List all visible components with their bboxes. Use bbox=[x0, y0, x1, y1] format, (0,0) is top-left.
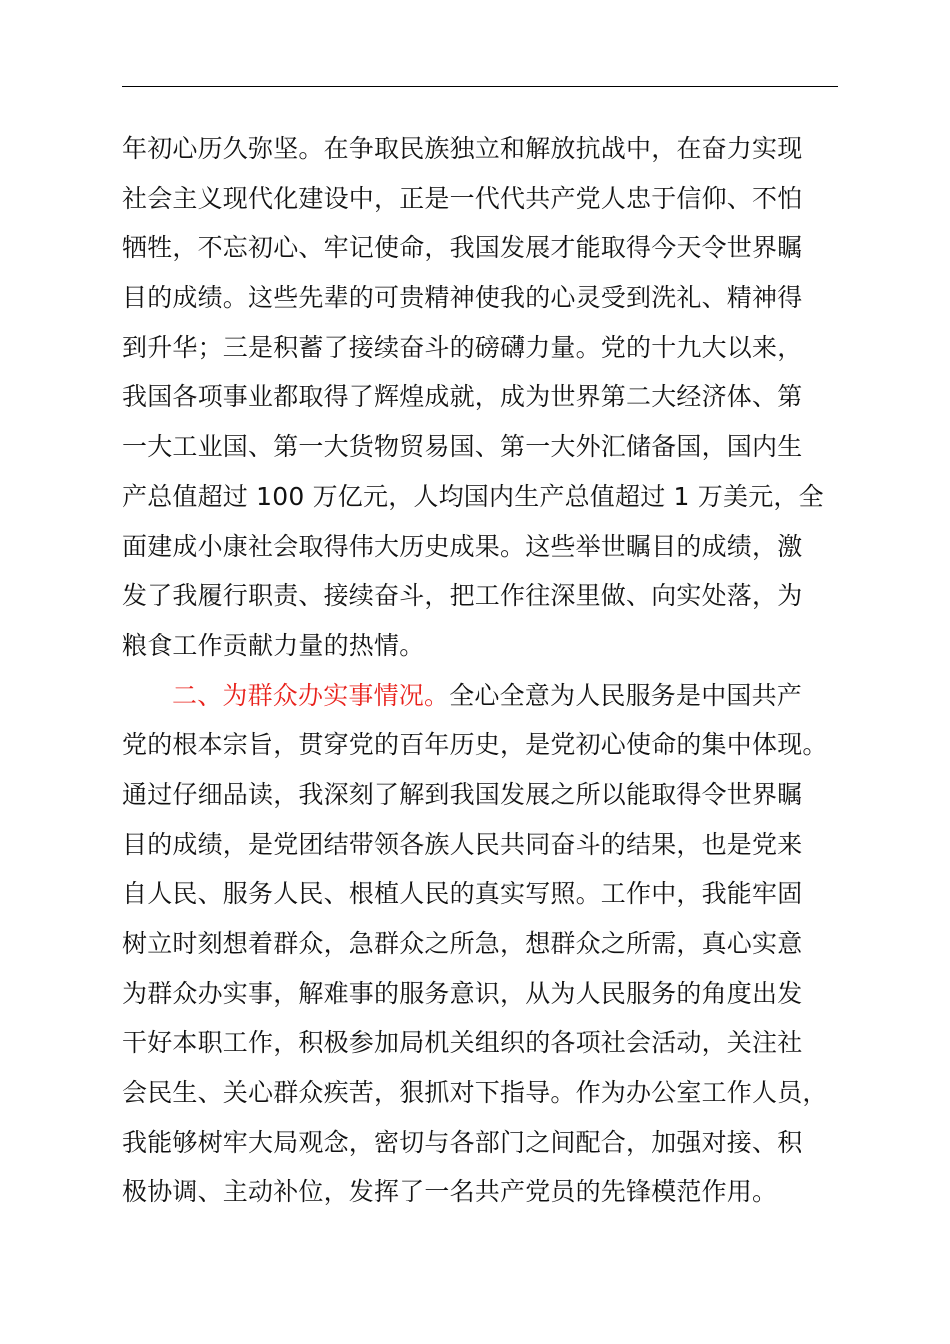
text-line: 粮食工作贡献力量的热情。 bbox=[122, 630, 425, 660]
header-rule bbox=[122, 86, 838, 87]
section-heading: 二、为群众办实事情况。 bbox=[172, 680, 450, 710]
text-line: 干好本职工作，积极参加局机关组织的各项社会活动，关注社 bbox=[122, 1028, 803, 1058]
text-line: 目的成绩。这些先辈的可贵精神使我的心灵受到洗礼、精神得 bbox=[122, 283, 803, 313]
text-line: 我国各项事业都取得了辉煌成就，成为世界第二大经济体、第 bbox=[122, 382, 803, 412]
text-line: 自人民、服务人民、根植人民的真实写照。工作中，我能牢固 bbox=[122, 879, 803, 909]
text-line: 为群众办实事，解难事的服务意识，从为人民服务的角度出发 bbox=[122, 978, 803, 1008]
text-line: 产总值超过 100 万亿元，人均国内生产总值超过 1 万美元，全 bbox=[122, 481, 824, 511]
section-heading-rest: 全心全意为人民服务是中国共产 bbox=[449, 680, 803, 710]
text-line: 社会主义现代化建设中，正是一代代共产党人忠于信仰、不怕 bbox=[122, 183, 803, 213]
text-line: 牺牲，不忘初心、牢记使命，我国发展才能取得今天令世界瞩 bbox=[122, 233, 803, 263]
text-line: 目的成绩，是党团结带领各族人民共同奋斗的结果，也是党来 bbox=[122, 829, 803, 859]
text-line: 我能够树牢大局观念，密切与各部门之间配合，加强对接、积 bbox=[122, 1127, 803, 1157]
text-line: 通过仔细品读，我深刻了解到我国发展之所以能取得令世界瞩 bbox=[122, 779, 803, 809]
document-body bbox=[122, 124, 838, 1217]
text-line: 会民生、关心群众疾苦，狠抓对下指导。作为办公室工作人员， bbox=[122, 1078, 828, 1108]
text-line: 年初心历久弥坚。在争取民族独立和解放抗战中，在奋力实现 bbox=[122, 134, 803, 163]
text-line: 到升华；三是积蓄了接续奋斗的磅礴力量。党的十九大以来， bbox=[122, 332, 803, 362]
section-heading-line bbox=[122, 671, 838, 721]
text-line: 发了我履行职责、接续奋斗，把工作往深里做、向实处落，为 bbox=[122, 581, 803, 611]
text-line: 极协调、主动补位，发挥了一名共产党员的先锋模范作用。 bbox=[122, 1177, 778, 1207]
text-line: 面建成小康社会取得伟大历史成果。这些举世瞩目的成绩，激 bbox=[122, 531, 803, 561]
text-line: 一大工业国、第一大货物贸易国、第一大外汇储备国，国内生 bbox=[122, 432, 803, 462]
text-line: 树立时刻想着群众，急群众之所急，想群众之所需，真心实意 bbox=[122, 929, 803, 958]
text-line: 党的根本宗旨，贯穿党的百年历史，是党初心使命的集中体现。 bbox=[122, 730, 828, 760]
